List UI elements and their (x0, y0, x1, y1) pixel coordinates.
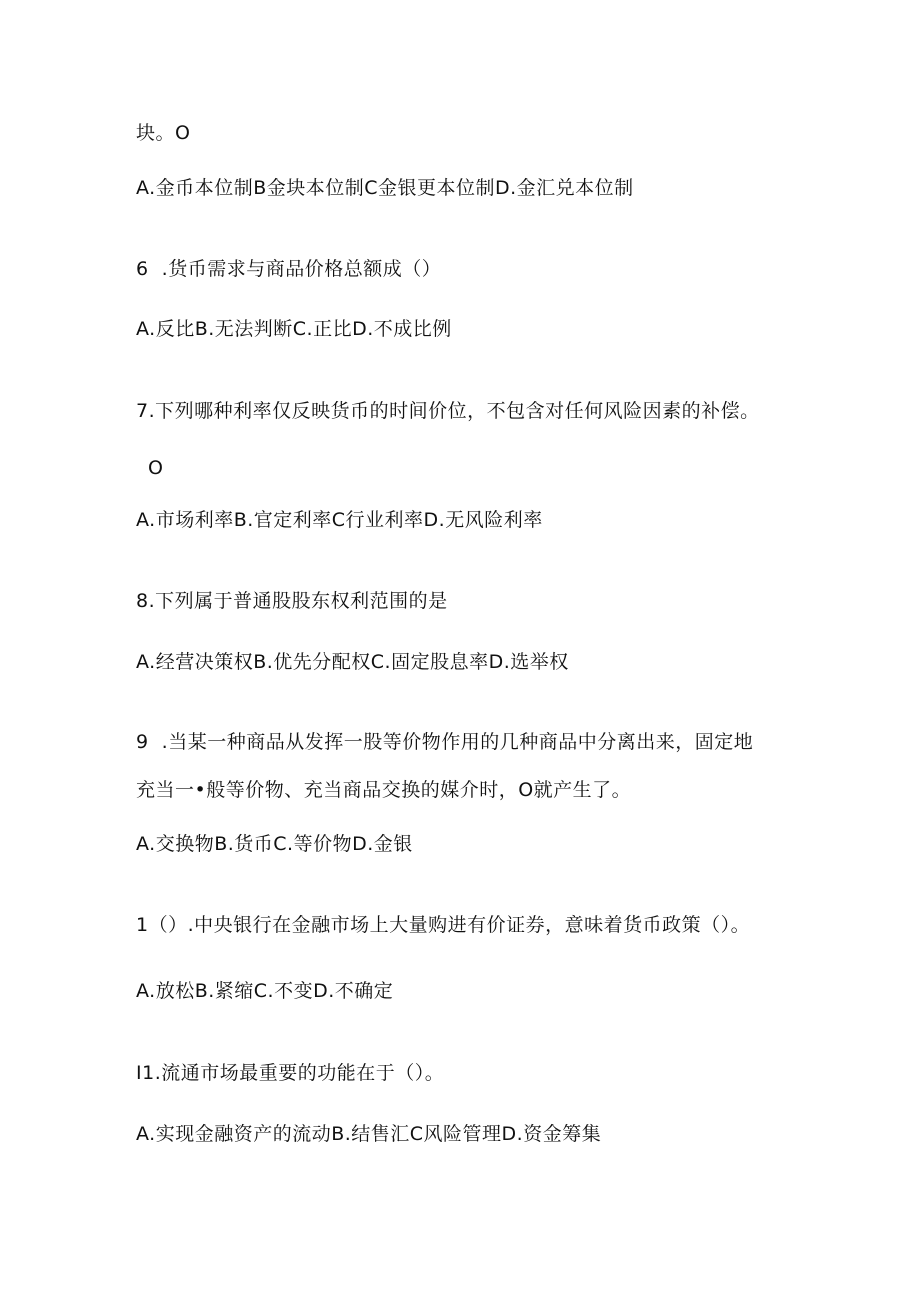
question-11-stem: I1.流通市场最重要的功能在于（）。 (136, 1062, 445, 1084)
question-9-options: A.交换物B.货币C.等价物D.金银 (136, 833, 413, 855)
question-10-options: A.放松B.紧缩C.不变D.不确定 (136, 980, 394, 1002)
question-5-options: A.金币本位制B金块本位制C金银更本位制D.金汇兑本位制 (136, 177, 634, 199)
question-9-stem-line-2: 充当一•般等价物、充当商品交换的媒介时，O就产生了。 (136, 779, 632, 801)
question-10-stem: 1（）.中央银行在金融市场上大量购进有价证券，意味着货币政策（）。 (136, 914, 751, 936)
question-8-stem: 8.下列属于普通股股东权利范围的是 (136, 590, 448, 612)
question-8-options: A.经营决策权B.优先分配权C.固定股息率D.选举权 (136, 651, 569, 673)
question-7-blank: O (148, 457, 164, 479)
question-11-options: A.实现金融资产的流动B.结售汇C风险管理D.资金筹集 (136, 1123, 602, 1145)
question-6-stem: 6 .货币需求与商品价格总额成（） (136, 258, 442, 280)
question-5-continuation: 块。O (136, 122, 191, 144)
question-7-stem: 7.下列哪种利率仅反映货币的时间价位，不包含对任何风险因素的补偿。 (136, 400, 760, 422)
question-9-stem-line-1: 9 .当某一种商品从发挥一股等价物作用的几种商品中分离出来，固定地 (136, 731, 754, 753)
question-6-options: A.反比B.无法判断C.正比D.不成比例 (136, 318, 452, 340)
question-7-options: A.市场利率B.官定利率C行业利率D.无风险利率 (136, 509, 543, 531)
